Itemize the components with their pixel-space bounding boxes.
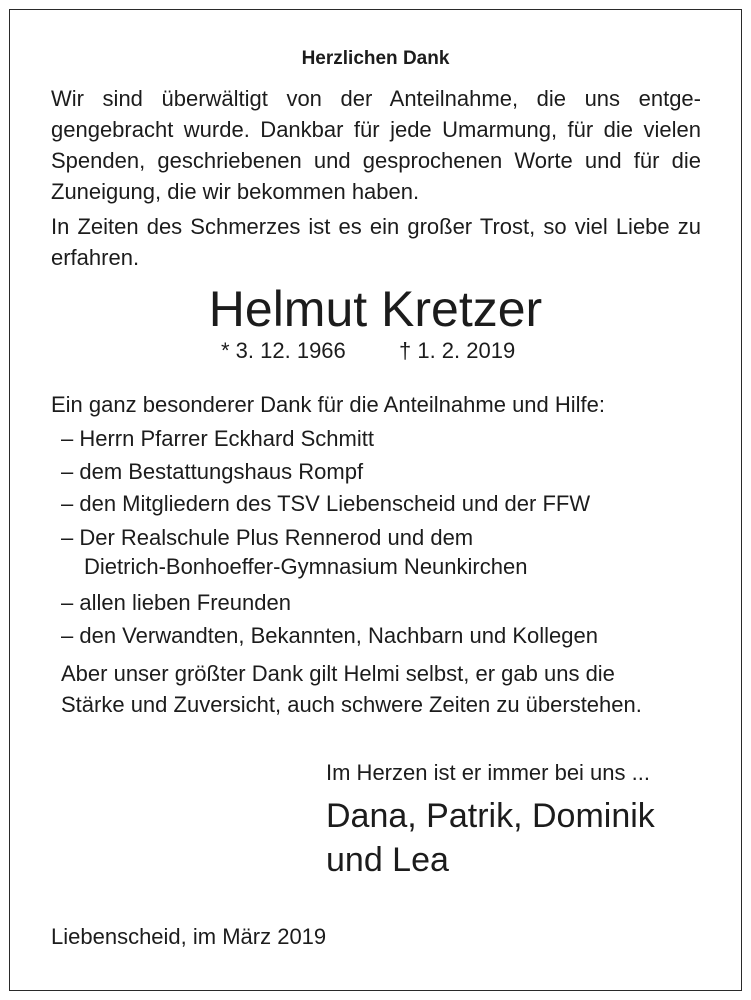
thanks-list-item-continuation: Dietrich-Bonhoeffer-Gymnasium Neunkirchen	[84, 554, 528, 579]
place-date: Liebenscheid, im März 2019	[51, 924, 327, 949]
thanks-list-item: – Der Realschule Plus Rennerod und dem	[61, 525, 474, 550]
thanks-list-item: – dem Bestattungshaus Rompf	[61, 459, 364, 484]
family-names: Dana, Patrik, Dominik	[326, 797, 655, 835]
thanks-list-item: – allen lieben Freunden	[61, 590, 291, 615]
intro-paragraph: Wir sind überwältigt von der Anteilnahme, die uns entgegengebracht wurde. Dankbar für jede Umarmung, für die vielen Spenden, geschriebenen und gesprochenen Worte und für die Zuneigung, die wir bekommen haben.	[51, 86, 701, 204]
birth-date: * 3. 12. 1966	[221, 338, 346, 363]
death-date: † 1. 2. 2019	[399, 338, 516, 363]
thanks-list-item: – den Mitgliedern des TSV Liebenscheid und der FFW	[61, 491, 591, 516]
closing-line: Aber unser größter Dank gilt Helmi selbst, er gab uns die	[61, 661, 615, 686]
thanks-list-item: – Herrn Pfarrer Eckhard Schmitt	[61, 426, 374, 451]
closing-line: Stärke und Zuversicht, auch schwere Zeiten zu überstehen.	[61, 692, 642, 717]
comfort-paragraph: In Zeiten des Schmerzes ist es ein großer Trost, so viel Liebe zu erfahren.	[51, 214, 701, 270]
family-names: und Lea	[326, 841, 449, 879]
deceased-name: Helmut Kretzer	[208, 281, 543, 337]
notice-heading: Herzlichen Dank	[301, 48, 450, 69]
thanks-list-item: – den Verwandten, Bekannten, Nachbarn und Kollegen	[61, 623, 598, 648]
heart-line: Im Herzen ist er immer bei uns ...	[326, 760, 650, 785]
thanks-intro: Ein ganz besonderer Dank für die Anteilnahme und Hilfe:	[51, 392, 606, 417]
